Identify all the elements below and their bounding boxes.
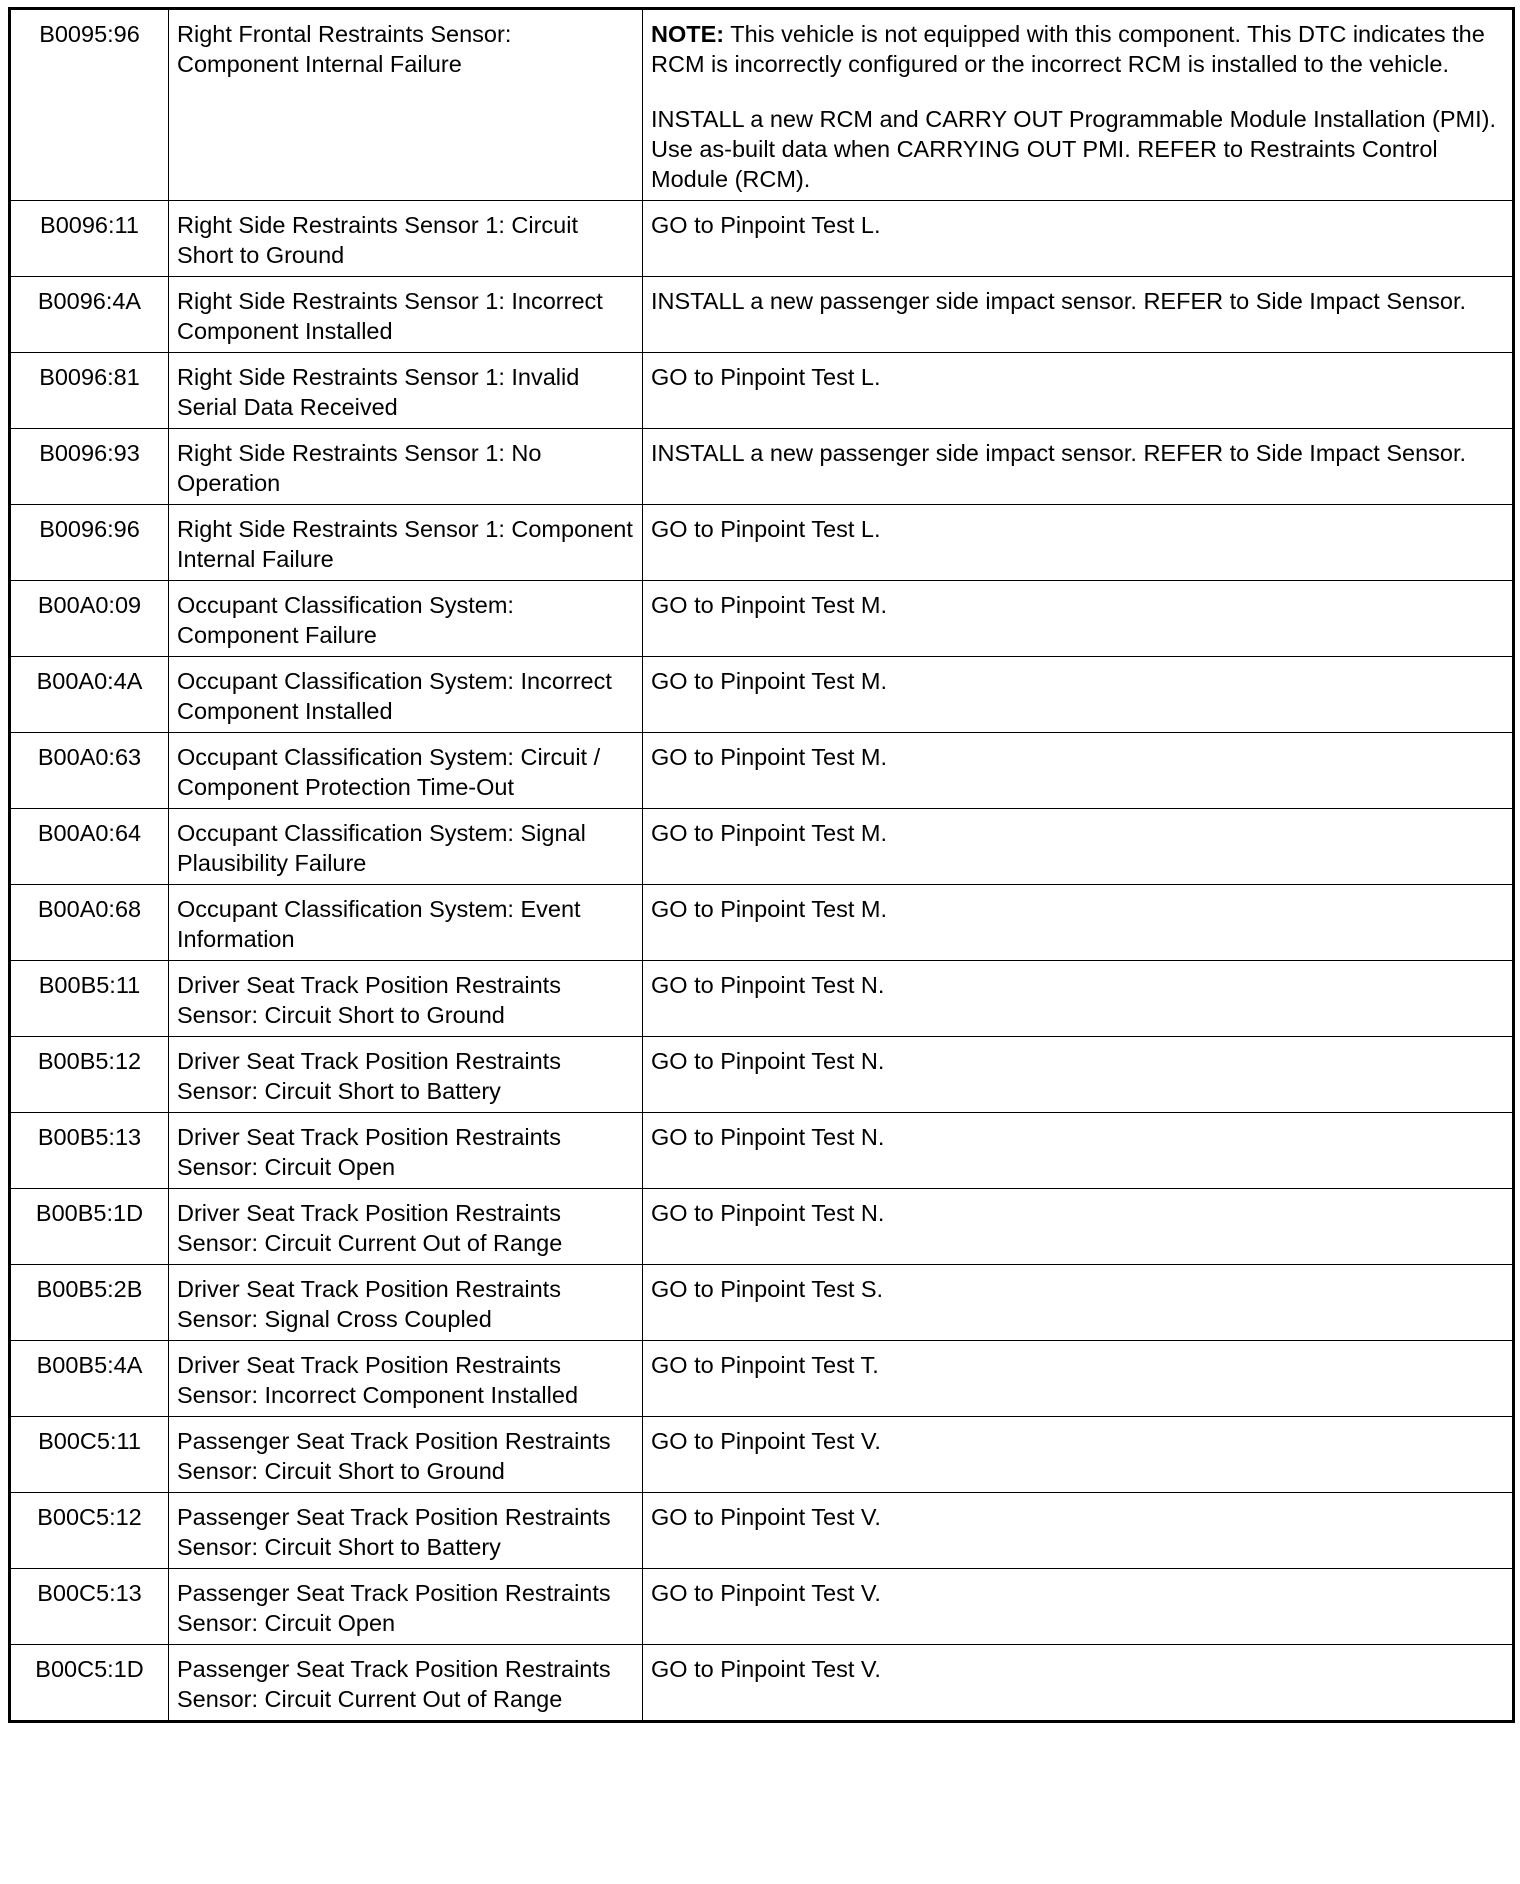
dtc-action: GO to Pinpoint Test L. (643, 353, 1514, 429)
dtc-code: B00B5:1D (10, 1189, 169, 1265)
table-row (10, 885, 1514, 961)
table-row (10, 1113, 1514, 1189)
dtc-code: B0096:96 (10, 505, 169, 581)
dtc-code: B00B5:4A (10, 1341, 169, 1417)
dtc-code: B0095:96 (10, 9, 169, 201)
dtc-action: GO to Pinpoint Test M. (643, 733, 1514, 809)
dtc-code: B00C5:12 (10, 1493, 169, 1569)
dtc-description: Occupant Classification System: Circuit / Component Protection Time-Out (169, 733, 643, 809)
dtc-code: B00C5:1D (10, 1645, 169, 1722)
dtc-action: GO to Pinpoint Test M. (643, 581, 1514, 657)
table-row (10, 581, 1514, 657)
dtc-code: B00B5:2B (10, 1265, 169, 1341)
dtc-table (8, 7, 1515, 1723)
dtc-code: B00A0:64 (10, 809, 169, 885)
dtc-description: Driver Seat Track Position Restraints Sensor: Signal Cross Coupled (169, 1265, 643, 1341)
dtc-action: GO to Pinpoint Test M. (643, 657, 1514, 733)
dtc-code: B00B5:12 (10, 1037, 169, 1113)
table-row (10, 1417, 1514, 1493)
dtc-description: Occupant Classification System: Signal Plausibility Failure (169, 809, 643, 885)
dtc-description: Occupant Classification System: Component Failure (169, 581, 643, 657)
table-row (10, 657, 1514, 733)
dtc-action: GO to Pinpoint Test V. (643, 1493, 1514, 1569)
dtc-action: GO to Pinpoint Test S. (643, 1265, 1514, 1341)
dtc-description: Driver Seat Track Position Restraints Sensor: Circuit Short to Ground (169, 961, 643, 1037)
dtc-description: Right Side Restraints Sensor 1: Invalid Serial Data Received (169, 353, 643, 429)
action-paragraph: INSTALL a new RCM and CARRY OUT Programmable Module Installation (PMI). Use as-built data when CARRYING OUT PMI. REFER to Restraints Control Module (RCM). (651, 106, 1497, 192)
dtc-code: B00A0:09 (10, 581, 169, 657)
table-row (10, 277, 1514, 353)
dtc-action: GO to Pinpoint Test V. (643, 1569, 1514, 1645)
dtc-description: Driver Seat Track Position Restraints Sensor: Circuit Short to Battery (169, 1037, 643, 1113)
dtc-description: Passenger Seat Track Position Restraints Sensor: Circuit Short to Ground (169, 1417, 643, 1493)
note-label: NOTE: (651, 21, 725, 47)
dtc-action: GO to Pinpoint Test N. (643, 961, 1514, 1037)
note-paragraph (651, 19, 1504, 79)
dtc-code: B00C5:13 (10, 1569, 169, 1645)
dtc-action: GO to Pinpoint Test M. (643, 809, 1514, 885)
dtc-description: Occupant Classification System: Incorrect Component Installed (169, 657, 643, 733)
dtc-description: Driver Seat Track Position Restraints Sensor: Incorrect Component Installed (169, 1341, 643, 1417)
table-row (10, 429, 1514, 505)
table-row (10, 809, 1514, 885)
dtc-description: Passenger Seat Track Position Restraints Sensor: Circuit Short to Battery (169, 1493, 643, 1569)
dtc-action: GO to Pinpoint Test M. (643, 885, 1514, 961)
table-row (10, 1569, 1514, 1645)
dtc-action: INSTALL a new passenger side impact sensor. REFER to Side Impact Sensor. (643, 429, 1514, 505)
table-row (10, 1493, 1514, 1569)
dtc-action: GO to Pinpoint Test L. (643, 201, 1514, 277)
dtc-code: B00A0:4A (10, 657, 169, 733)
dtc-action: GO to Pinpoint Test L. (643, 505, 1514, 581)
table-row (10, 1341, 1514, 1417)
table-row (10, 1189, 1514, 1265)
dtc-description: Passenger Seat Track Position Restraints Sensor: Circuit Open (169, 1569, 643, 1645)
dtc-code: B0096:4A (10, 277, 169, 353)
dtc-description: Driver Seat Track Position Restraints Sensor: Circuit Open (169, 1113, 643, 1189)
dtc-description: Right Side Restraints Sensor 1: No Operation (169, 429, 643, 505)
table-row (10, 9, 1514, 201)
table-row (10, 1645, 1514, 1722)
dtc-action: GO to Pinpoint Test V. (643, 1645, 1514, 1722)
note-text: This vehicle is not equipped with this component. This DTC indicates the RCM is incorrectly configured or the incorrect RCM is installed to the vehicle. (651, 21, 1485, 77)
dtc-action: GO to Pinpoint Test N. (643, 1189, 1514, 1265)
dtc-code: B00A0:68 (10, 885, 169, 961)
dtc-code: B0096:11 (10, 201, 169, 277)
dtc-code: B0096:93 (10, 429, 169, 505)
dtc-action: INSTALL a new passenger side impact sensor. REFER to Side Impact Sensor. (643, 277, 1514, 353)
dtc-description: Right Frontal Restraints Sensor: Component Internal Failure (169, 9, 643, 201)
table-row (10, 733, 1514, 809)
dtc-description: Passenger Seat Track Position Restraints Sensor: Circuit Current Out of Range (169, 1645, 643, 1722)
dtc-description: Driver Seat Track Position Restraints Sensor: Circuit Current Out of Range (169, 1189, 643, 1265)
table-row (10, 353, 1514, 429)
dtc-action: GO to Pinpoint Test T. (643, 1341, 1514, 1417)
dtc-action: GO to Pinpoint Test N. (643, 1113, 1514, 1189)
dtc-action (643, 9, 1514, 201)
table-row (10, 201, 1514, 277)
table-row (10, 961, 1514, 1037)
dtc-description: Occupant Classification System: Event Information (169, 885, 643, 961)
table-row (10, 1037, 1514, 1113)
dtc-action: GO to Pinpoint Test V. (643, 1417, 1514, 1493)
dtc-description: Right Side Restraints Sensor 1: Component Internal Failure (169, 505, 643, 581)
dtc-code: B00B5:11 (10, 961, 169, 1037)
dtc-action: GO to Pinpoint Test N. (643, 1037, 1514, 1113)
table-row (10, 505, 1514, 581)
dtc-code: B0096:81 (10, 353, 169, 429)
dtc-description: Right Side Restraints Sensor 1: Circuit Short to Ground (169, 201, 643, 277)
dtc-code: B00A0:63 (10, 733, 169, 809)
dtc-description: Right Side Restraints Sensor 1: Incorrect Component Installed (169, 277, 643, 353)
table-row (10, 1265, 1514, 1341)
dtc-code: B00B5:13 (10, 1113, 169, 1189)
dtc-code: B00C5:11 (10, 1417, 169, 1493)
